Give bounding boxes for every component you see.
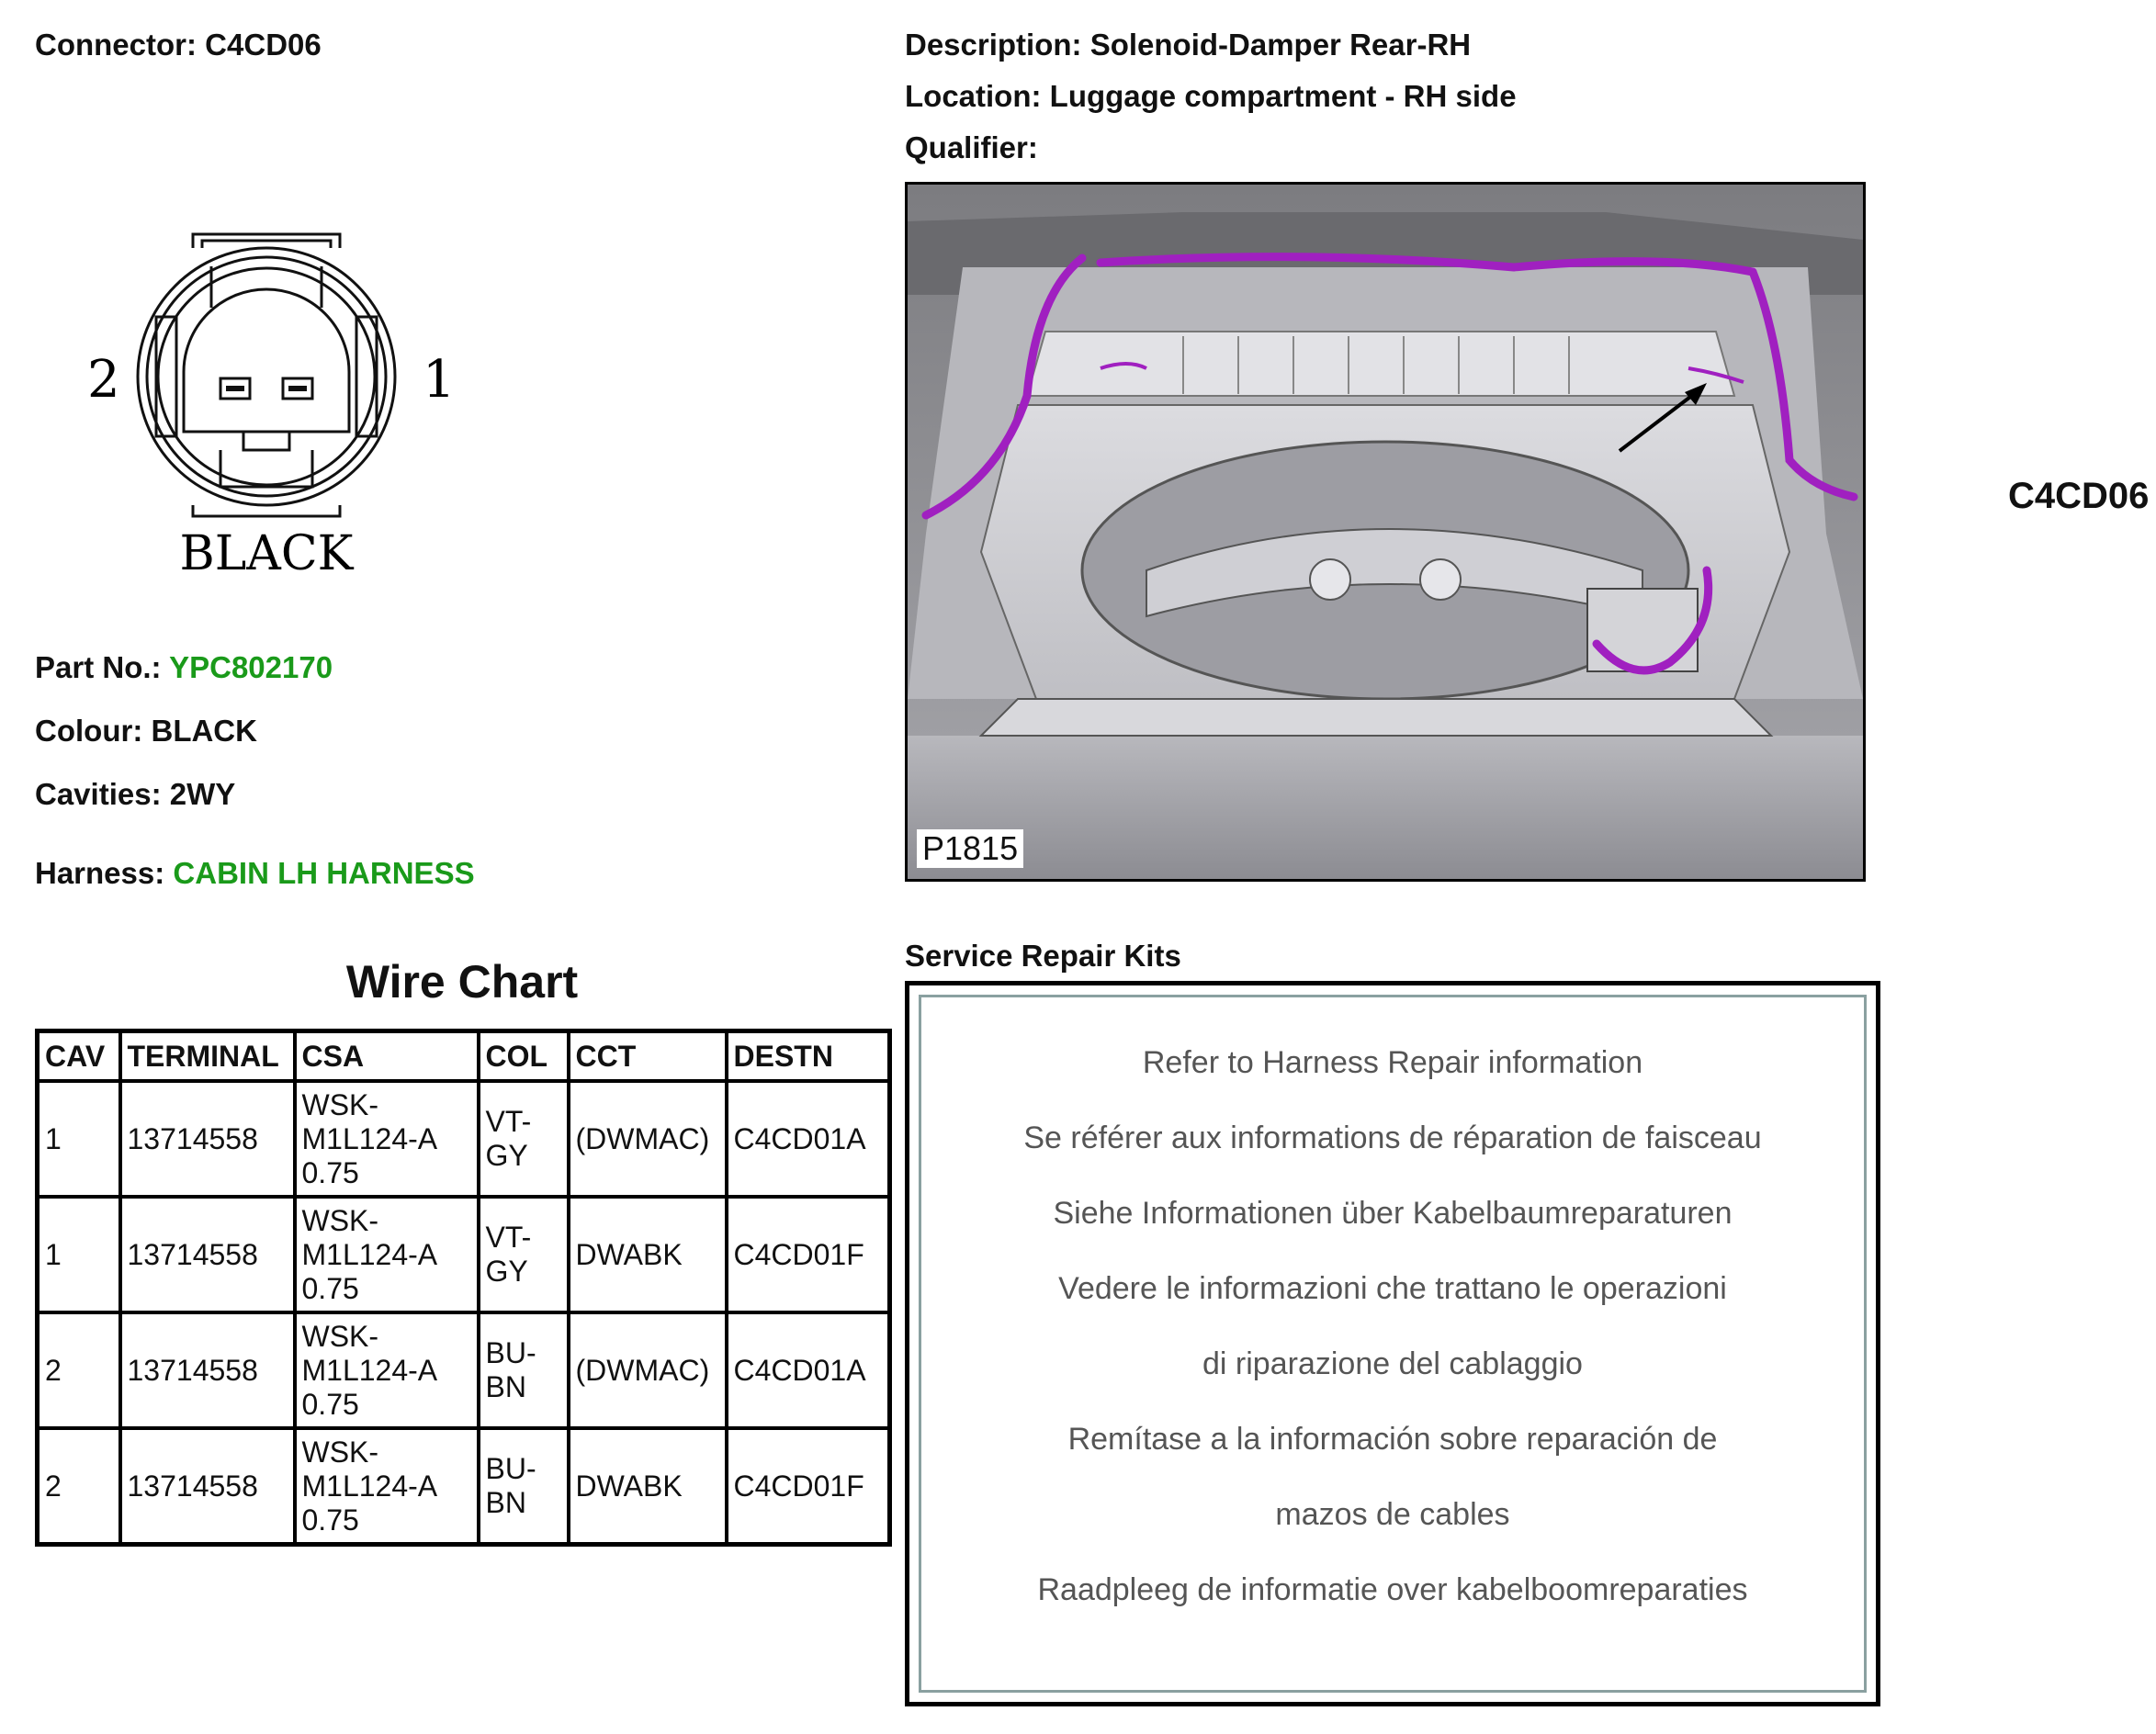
colour-row xyxy=(35,714,257,749)
cell-cav: 2 xyxy=(38,1428,120,1545)
cell-csa: WSK- M1L124-A 0.75 xyxy=(295,1197,479,1312)
header-csa: CSA xyxy=(295,1031,479,1082)
cell-terminal: 13714558 xyxy=(120,1312,295,1428)
header-col: COL xyxy=(479,1031,569,1082)
header-terminal: TERMINAL xyxy=(120,1031,295,1082)
table-row xyxy=(38,1428,890,1545)
cavities-row xyxy=(35,777,235,812)
table-row xyxy=(38,1312,890,1428)
part-no-link[interactable]: YPC802170 xyxy=(169,650,333,684)
cell-cct: DWABK xyxy=(569,1428,727,1545)
part-no-label: Part No.: xyxy=(35,650,162,684)
cell-destn: C4CD01F xyxy=(727,1428,890,1545)
part-no-row xyxy=(35,650,333,685)
description-heading xyxy=(905,28,1471,62)
header-cct: CCT xyxy=(569,1031,727,1082)
cavities-value: 2WY xyxy=(169,777,236,811)
qualifier-label: Qualifier: xyxy=(905,130,1038,164)
connector-value: C4CD06 xyxy=(205,28,322,62)
table-row xyxy=(38,1081,890,1197)
service-repair-kits-box xyxy=(905,981,1880,1706)
cell-col: BU- BN xyxy=(479,1312,569,1428)
harness-row xyxy=(35,856,475,891)
cell-terminal: 13714558 xyxy=(120,1081,295,1197)
cell-cav: 2 xyxy=(38,1312,120,1428)
cell-col: VT- GY xyxy=(479,1197,569,1312)
kit-line-es-1: Remítase a la información sobre reparación de xyxy=(1067,1422,1718,1457)
diagram-colour-label: BLACK xyxy=(179,526,354,581)
connector-heading xyxy=(35,28,322,62)
service-repair-kits-inner xyxy=(919,995,1867,1693)
pin-2-terminal xyxy=(220,378,250,399)
qualifier-heading xyxy=(905,130,1038,165)
pin-1-terminal xyxy=(283,378,312,399)
location-value: Luggage compartment - RH side xyxy=(1049,79,1517,113)
cell-terminal: 13714558 xyxy=(120,1197,295,1312)
cavities-label: Cavities: xyxy=(35,777,162,811)
wire-chart-table xyxy=(35,1029,892,1547)
cell-cct: (DWMAC) xyxy=(569,1312,727,1428)
location-label: Location: xyxy=(905,79,1042,113)
cell-col: BU- BN xyxy=(479,1428,569,1545)
connector-face-diagram xyxy=(83,230,459,597)
table-row xyxy=(38,1197,890,1312)
cell-cct: (DWMAC) xyxy=(569,1081,727,1197)
connector-label: Connector: xyxy=(35,28,197,62)
cell-destn: C4CD01F xyxy=(727,1197,890,1312)
location-photo xyxy=(905,182,2150,882)
wire-chart-header-row xyxy=(38,1031,890,1082)
harness-link[interactable]: CABIN LH HARNESS xyxy=(173,856,475,890)
description-value: Solenoid-Damper Rear-RH xyxy=(1089,28,1472,62)
service-repair-kits-title: Service Repair Kits xyxy=(905,939,1181,973)
colour-label: Colour: xyxy=(35,714,143,748)
kit-line-en: Refer to Harness Repair information xyxy=(1142,1045,1643,1080)
photo-reference-code: P1815 xyxy=(917,829,1023,868)
description-label: Description: xyxy=(905,28,1082,62)
harness-label: Harness: xyxy=(35,856,165,890)
header-destn: DESTN xyxy=(727,1031,890,1082)
location-heading xyxy=(905,79,1517,114)
photo-connector-tag: C4CD06 xyxy=(2001,474,2156,519)
cell-cct: DWABK xyxy=(569,1197,727,1312)
cell-destn: C4CD01A xyxy=(727,1081,890,1197)
cell-cav: 1 xyxy=(38,1081,120,1197)
kit-line-it-1: Vedere le informazioni che trattano le operazioni xyxy=(1058,1271,1727,1306)
cell-col: VT- GY xyxy=(479,1081,569,1197)
cell-destn: C4CD01A xyxy=(727,1312,890,1428)
pin-2-label: 2 xyxy=(87,350,120,410)
header-cav: CAV xyxy=(38,1031,120,1082)
colour-value: BLACK xyxy=(151,714,257,748)
wire-chart-title: Wire Chart xyxy=(345,956,579,1008)
cell-csa: WSK- M1L124-A 0.75 xyxy=(295,1312,479,1428)
kit-line-fr: Se référer aux informations de réparation de faisceau xyxy=(1023,1120,1762,1155)
cell-cav: 1 xyxy=(38,1197,120,1312)
cell-csa: WSK- M1L124-A 0.75 xyxy=(295,1081,479,1197)
kit-line-it-2: di riparazione del cablaggio xyxy=(1202,1346,1583,1381)
kit-line-de: Siehe Informationen über Kabelbaumreparaturen xyxy=(1053,1196,1733,1231)
kit-line-es-2: mazos de cables xyxy=(1275,1497,1510,1532)
cell-terminal: 13714558 xyxy=(120,1428,295,1545)
cell-csa: WSK- M1L124-A 0.75 xyxy=(295,1428,479,1545)
pin-1-label: 1 xyxy=(423,350,456,410)
luggage-compartment-illustration xyxy=(908,185,1863,879)
kit-line-nl: Raadpleeg de informatie over kabelboomreparaties xyxy=(1037,1572,1748,1607)
